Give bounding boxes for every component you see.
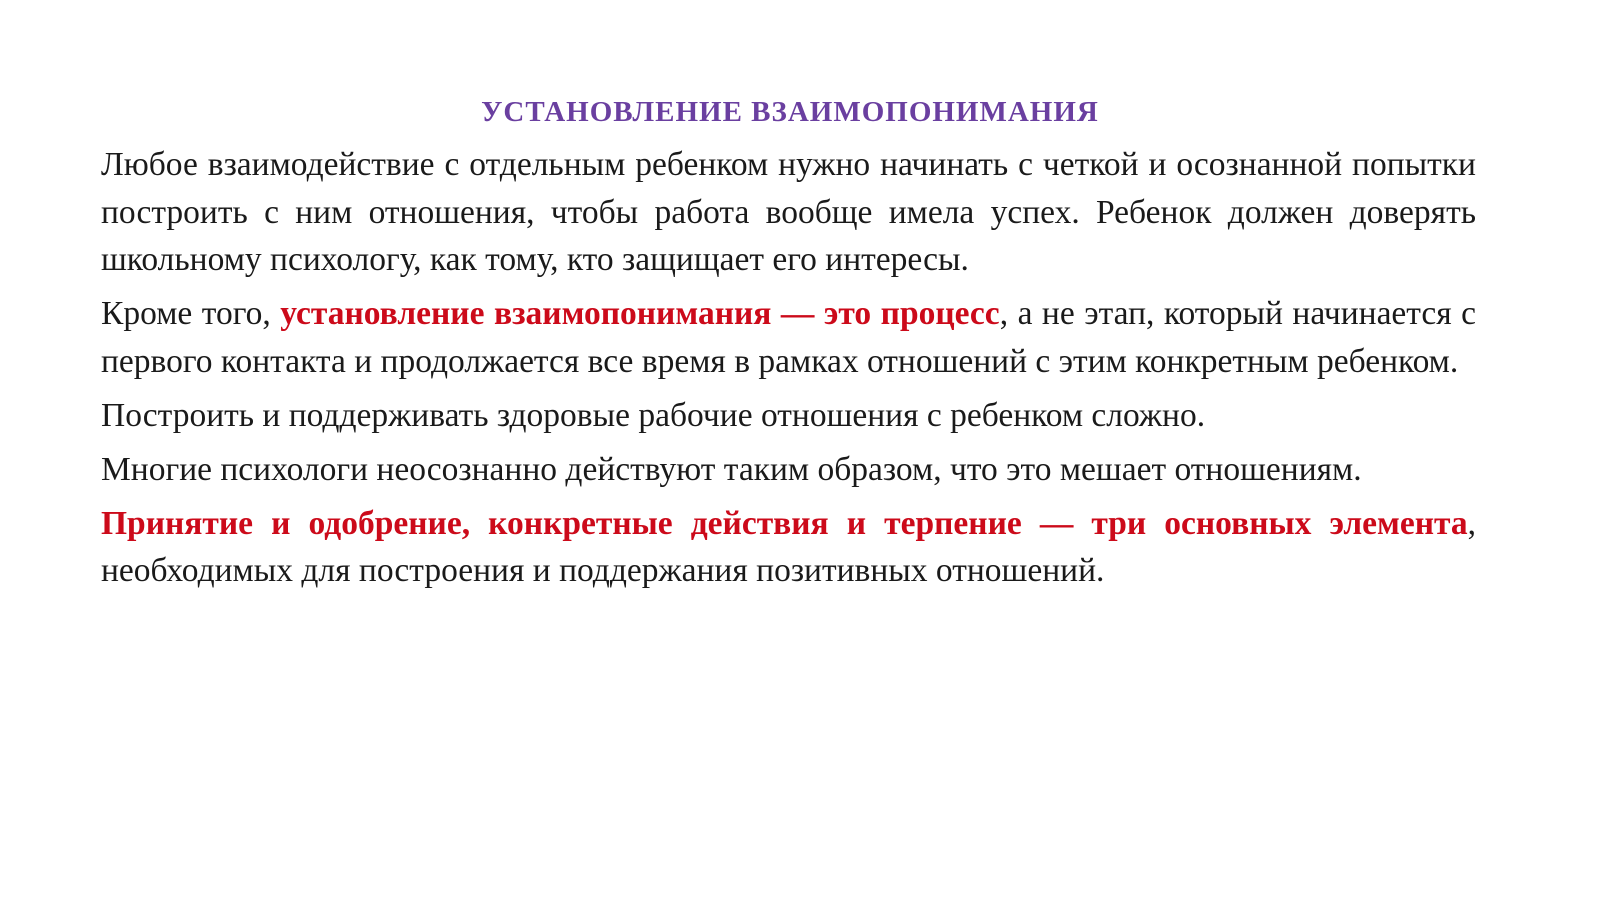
paragraph-1 [101, 141, 1476, 284]
paragraph-2 [101, 290, 1476, 385]
paragraph-3 [101, 392, 1476, 440]
paragraph-2-rest: , а не этап, который начинается с первого контакта и продолжается все время в рамках отношений с этим конкретным ребенком. [101, 295, 1477, 380]
paragraph-4 [101, 446, 1476, 494]
paragraph-5-highlight: Принятие и одобрение, конкретные действия и терпение — три основных элемента [101, 504, 1468, 542]
paragraph-2-lead: Кроме того, [101, 295, 281, 332]
slide-body [101, 141, 1476, 601]
paragraph-1-text: Любое взаимодействие с отдельным ребенком нужно начинать с четкой и осознанной попытки построить с ним отношения, чтобы работа вообще имела успех. Ребенок должен доверять школьному психологу, как тому, кто защищает его интересы. [101, 146, 1476, 278]
paragraph-5 [101, 500, 1476, 595]
paragraph-3-text: Построить и поддерживать здоровые рабочие отношения с ребенком сложно. [101, 396, 1206, 434]
slide-title: УСТАНОВЛЕНИЕ ВЗАИМОПОНИМАНИЯ [481, 96, 1099, 128]
paragraph-5-rest: , необходимых для построения и поддержания позитивных отношений. [101, 504, 1476, 589]
paragraph-4-text: Многие психологи неосознанно действуют таким образом, что это мешает отношениям. [101, 450, 1362, 488]
paragraph-2-highlight: установление взаимопонимания — это процесс [280, 295, 1000, 332]
